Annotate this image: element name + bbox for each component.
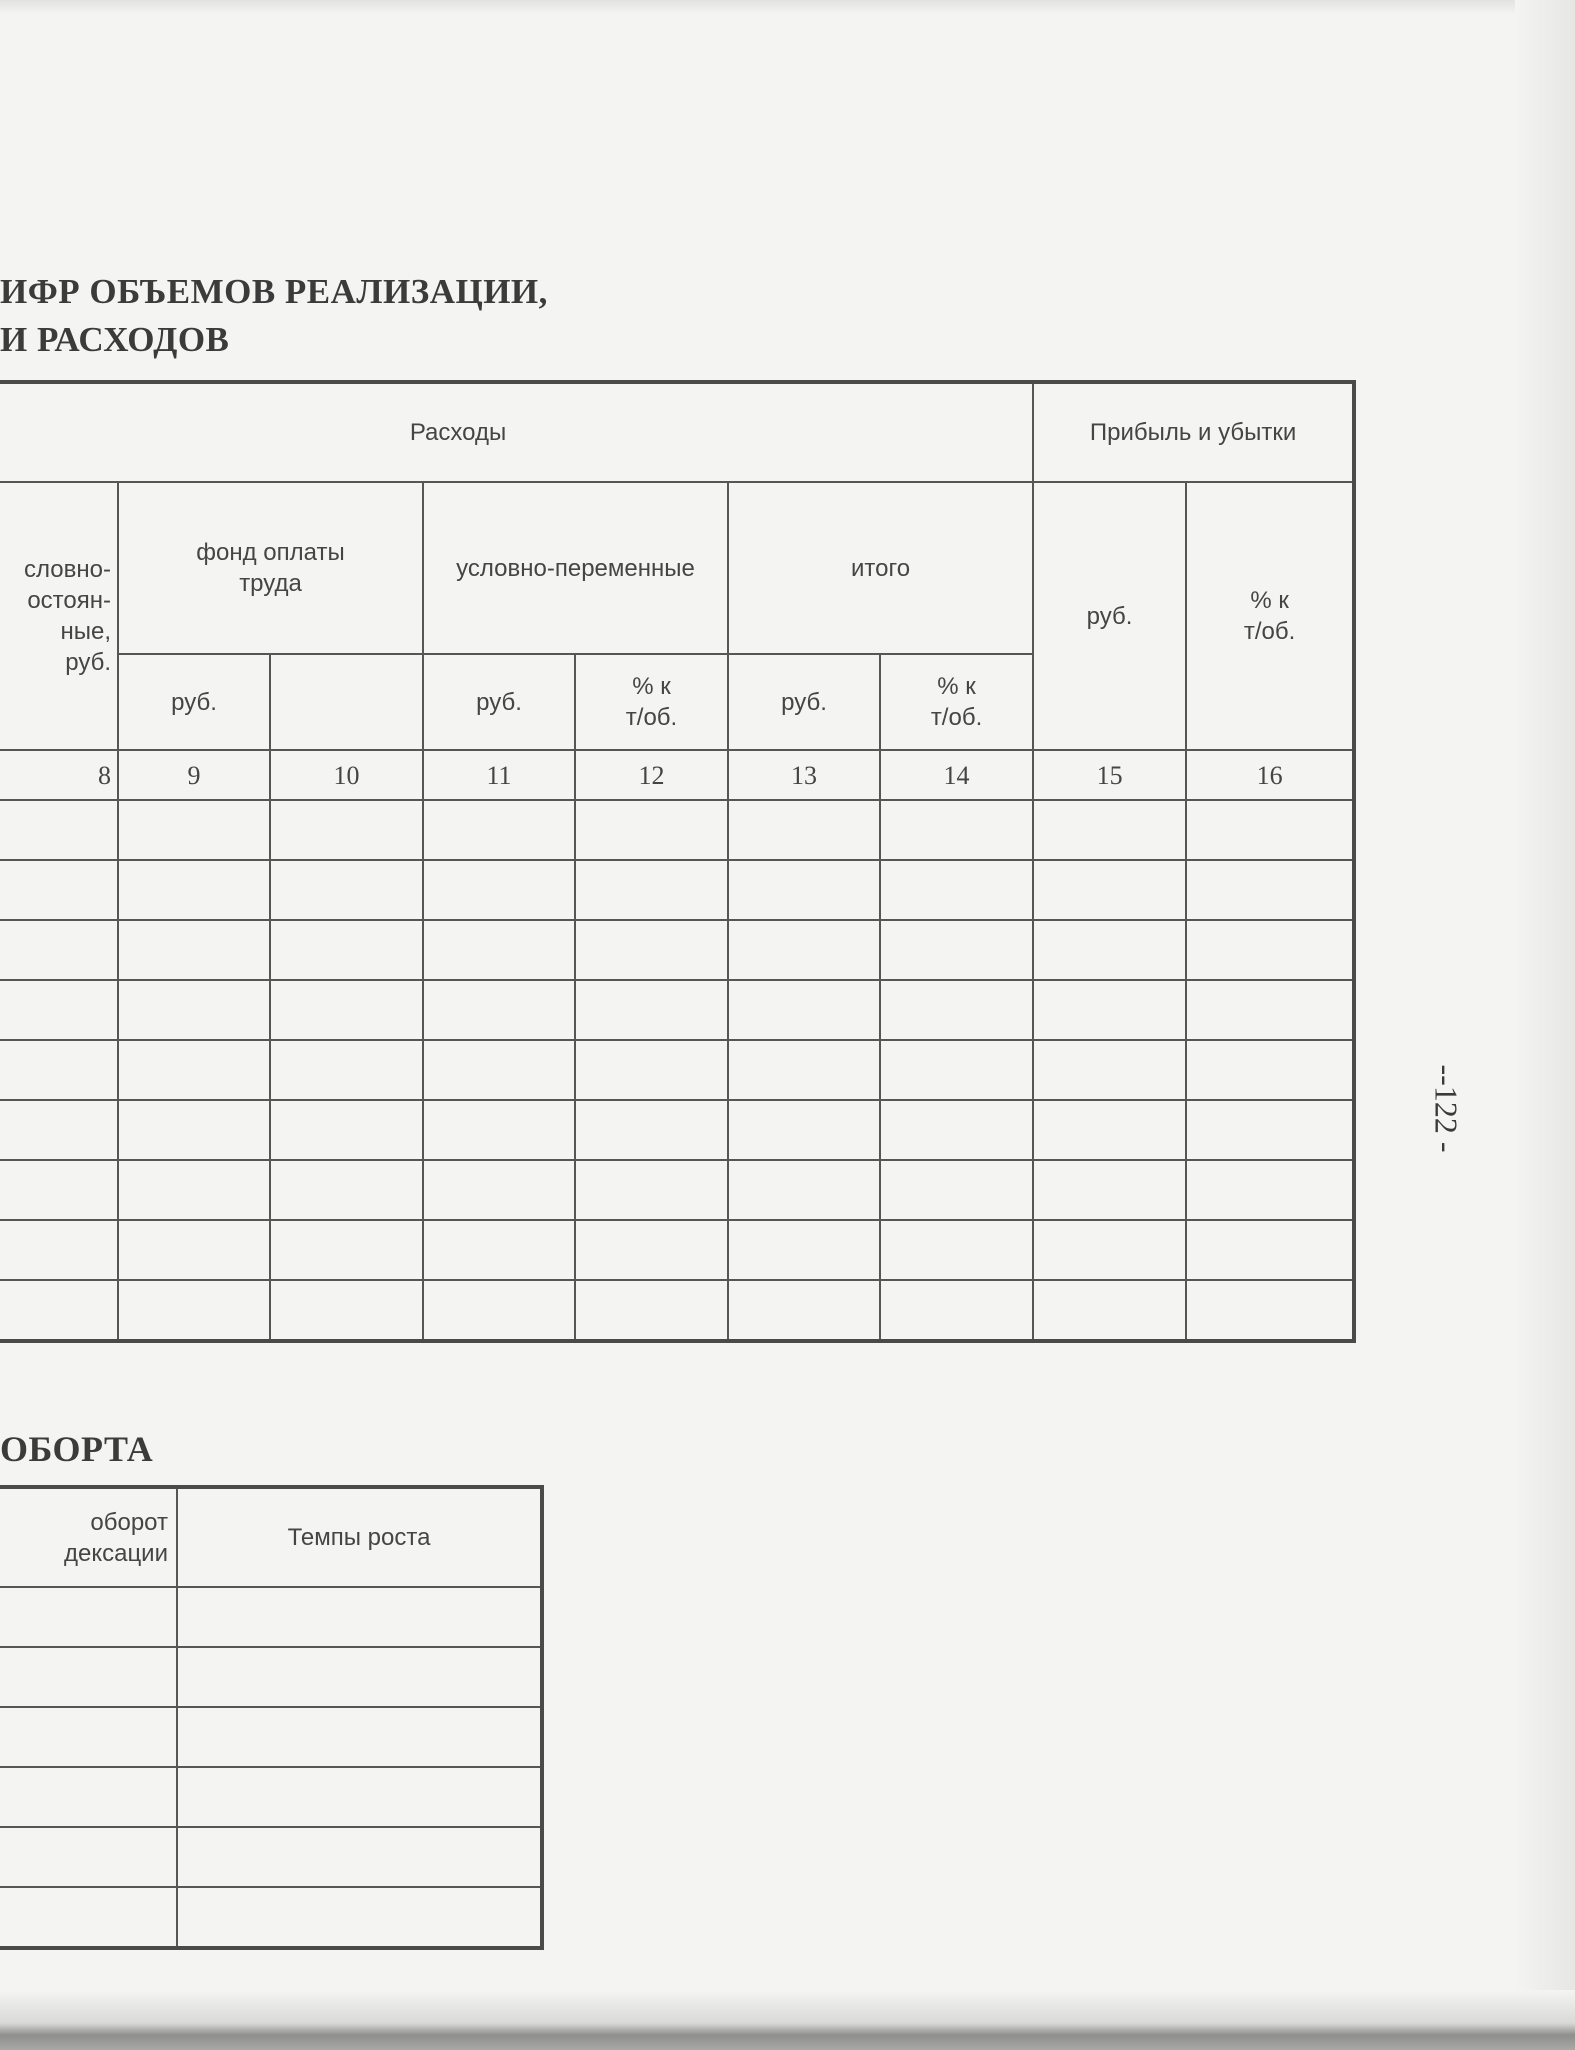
header-wage-fund: фонд оплаты труда	[118, 482, 423, 654]
header-variable-pct: % к т/об.	[575, 654, 728, 750]
column-number: 10	[270, 750, 423, 800]
table-cell[interactable]	[880, 980, 1033, 1040]
table-cell[interactable]	[0, 1100, 118, 1160]
header-expenses: Расходы	[0, 382, 1033, 482]
header-variable-expenses: условно-переменные	[423, 482, 728, 654]
table-row	[0, 1100, 1354, 1160]
table-cell[interactable]	[728, 800, 880, 860]
header-total-rub: руб.	[728, 654, 880, 750]
table-cell[interactable]	[575, 1040, 728, 1100]
table-cell[interactable]	[728, 860, 880, 920]
table-cell[interactable]	[1186, 800, 1354, 860]
table-cell[interactable]	[575, 1100, 728, 1160]
header-turnover-indexation: оборот дексации	[0, 1487, 177, 1587]
header-growth-rate: Темпы роста	[177, 1487, 542, 1587]
table-cell[interactable]	[118, 860, 270, 920]
column-number: 14	[880, 750, 1033, 800]
table-cell[interactable]	[1186, 1160, 1354, 1220]
table-cell[interactable]	[177, 1767, 542, 1827]
header-profit-rub: руб.	[1033, 482, 1186, 750]
table-cell[interactable]	[423, 980, 575, 1040]
table-cell[interactable]	[0, 1040, 118, 1100]
table-title-line-1: ИФР ОБЪЕМОВ РЕАЛИЗАЦИИ,	[0, 272, 548, 311]
table-cell[interactable]	[0, 980, 118, 1040]
table-cell[interactable]	[1033, 1220, 1186, 1280]
page-right-shadow	[1515, 0, 1575, 2050]
table-cell[interactable]	[423, 1220, 575, 1280]
table-cell[interactable]	[1033, 1280, 1186, 1341]
header-variable-rub: руб.	[423, 654, 575, 750]
table-cell[interactable]	[0, 920, 118, 980]
table-cell[interactable]	[1186, 860, 1354, 920]
column-number: 16	[1186, 750, 1354, 800]
page-number: --122 -	[1428, 1064, 1465, 1153]
table-row	[0, 800, 1354, 860]
table-row	[0, 1040, 1354, 1100]
turnover-table	[0, 1485, 544, 1950]
table-cell[interactable]	[728, 1100, 880, 1160]
table-cell[interactable]	[423, 1100, 575, 1160]
table-cell[interactable]	[423, 800, 575, 860]
table-row	[0, 920, 1354, 980]
header-fixed-expenses: словно- остоян- ные, руб.	[0, 482, 118, 750]
table-title-line-2: И РАСХОДОВ	[0, 320, 230, 359]
table-cell[interactable]	[728, 1160, 880, 1220]
table-cell[interactable]	[177, 1647, 542, 1707]
table-cell[interactable]	[0, 1280, 118, 1341]
table-cell[interactable]	[575, 1160, 728, 1220]
table-cell[interactable]	[880, 1220, 1033, 1280]
table-cell[interactable]	[0, 1160, 118, 1220]
table-row	[0, 1160, 1354, 1220]
table-cell[interactable]	[118, 1280, 270, 1341]
table-row	[0, 1767, 542, 1827]
table-cell[interactable]	[1033, 860, 1186, 920]
table-row	[0, 980, 1354, 1040]
table-cell[interactable]	[880, 1280, 1033, 1341]
table-cell[interactable]	[177, 1887, 542, 1948]
table-cell[interactable]	[1186, 1220, 1354, 1280]
table-cell[interactable]	[880, 800, 1033, 860]
table-cell[interactable]	[423, 920, 575, 980]
table-cell[interactable]	[270, 800, 423, 860]
table-cell[interactable]	[575, 920, 728, 980]
header-wage-rub: руб.	[118, 654, 270, 750]
table-cell[interactable]	[0, 860, 118, 920]
table-cell[interactable]	[0, 1767, 177, 1827]
table-cell[interactable]	[1033, 1040, 1186, 1100]
table-cell[interactable]	[0, 1220, 118, 1280]
table-cell[interactable]	[270, 920, 423, 980]
table-cell[interactable]	[575, 860, 728, 920]
column-number: 15	[1033, 750, 1186, 800]
column-number: 8	[0, 750, 118, 800]
table-cell[interactable]	[1186, 1040, 1354, 1100]
table-cell[interactable]	[423, 1160, 575, 1220]
table-cell[interactable]	[0, 1887, 177, 1948]
table-cell[interactable]	[575, 1280, 728, 1341]
header-total-pct: % к т/об.	[880, 654, 1033, 750]
table-cell[interactable]	[118, 1160, 270, 1220]
table-cell[interactable]	[880, 1160, 1033, 1220]
table-cell[interactable]	[728, 980, 880, 1040]
table-cell[interactable]	[0, 1827, 177, 1887]
table-cell[interactable]	[270, 860, 423, 920]
header-total: итого	[728, 482, 1033, 654]
column-number-row	[0, 750, 1354, 800]
header-profit-loss: Прибыль и убытки	[1033, 382, 1354, 482]
table-cell[interactable]	[270, 1040, 423, 1100]
table-cell[interactable]	[1033, 920, 1186, 980]
table-cell[interactable]	[575, 980, 728, 1040]
table-row	[0, 1707, 542, 1767]
table-cell[interactable]	[118, 1220, 270, 1280]
table-cell[interactable]	[423, 1040, 575, 1100]
table-cell[interactable]	[118, 920, 270, 980]
table-cell[interactable]	[1186, 920, 1354, 980]
table-cell[interactable]	[575, 800, 728, 860]
table-cell[interactable]	[1033, 1100, 1186, 1160]
table-row	[0, 1887, 542, 1948]
table-cell[interactable]	[0, 1647, 177, 1707]
table-cell[interactable]	[0, 800, 118, 860]
table-cell[interactable]	[270, 1100, 423, 1160]
table-cell[interactable]	[423, 860, 575, 920]
table-cell[interactable]	[177, 1827, 542, 1887]
table-row	[0, 1280, 1354, 1341]
table-cell[interactable]	[1033, 800, 1186, 860]
page-top-shadow	[0, 0, 1575, 14]
sales-expenses-table	[0, 380, 1356, 1343]
column-number: 9	[118, 750, 270, 800]
column-number: 12	[575, 750, 728, 800]
table-cell[interactable]	[270, 980, 423, 1040]
page-bottom-edge	[0, 1990, 1575, 2050]
table-cell[interactable]	[728, 1280, 880, 1341]
table-cell[interactable]	[728, 1220, 880, 1280]
table-cell[interactable]	[118, 980, 270, 1040]
table-cell[interactable]	[575, 1220, 728, 1280]
table-cell[interactable]	[270, 1280, 423, 1341]
table-cell[interactable]	[177, 1707, 542, 1767]
table-cell[interactable]	[1186, 1100, 1354, 1160]
table-row	[0, 860, 1354, 920]
table-cell[interactable]	[880, 1040, 1033, 1100]
table-cell[interactable]	[423, 1280, 575, 1341]
table-cell[interactable]	[880, 1100, 1033, 1160]
table-cell[interactable]	[880, 860, 1033, 920]
table-row	[0, 1587, 542, 1647]
turnover-table-title: ОБОРТА	[0, 1429, 154, 1469]
header-wage-blank	[270, 654, 423, 750]
table-cell[interactable]	[270, 1160, 423, 1220]
table-cell[interactable]	[118, 1040, 270, 1100]
table-cell[interactable]	[118, 800, 270, 860]
table-cell[interactable]	[1033, 980, 1186, 1040]
table-cell[interactable]	[880, 920, 1033, 980]
table-cell[interactable]	[1186, 1280, 1354, 1341]
table-row	[0, 1647, 542, 1707]
table-cell[interactable]	[0, 1707, 177, 1767]
table-cell[interactable]	[1033, 1160, 1186, 1220]
table-row	[0, 1220, 1354, 1280]
table-cell[interactable]	[177, 1587, 542, 1647]
table-cell[interactable]	[728, 920, 880, 980]
column-number: 11	[423, 750, 575, 800]
header-profit-pct: % к т/об.	[1186, 482, 1354, 750]
table-cell[interactable]	[1186, 980, 1354, 1040]
table-cell[interactable]	[270, 1220, 423, 1280]
table-row	[0, 1827, 542, 1887]
table-cell[interactable]	[728, 1040, 880, 1100]
table-cell[interactable]	[118, 1100, 270, 1160]
column-number: 13	[728, 750, 880, 800]
table-cell[interactable]	[0, 1587, 177, 1647]
